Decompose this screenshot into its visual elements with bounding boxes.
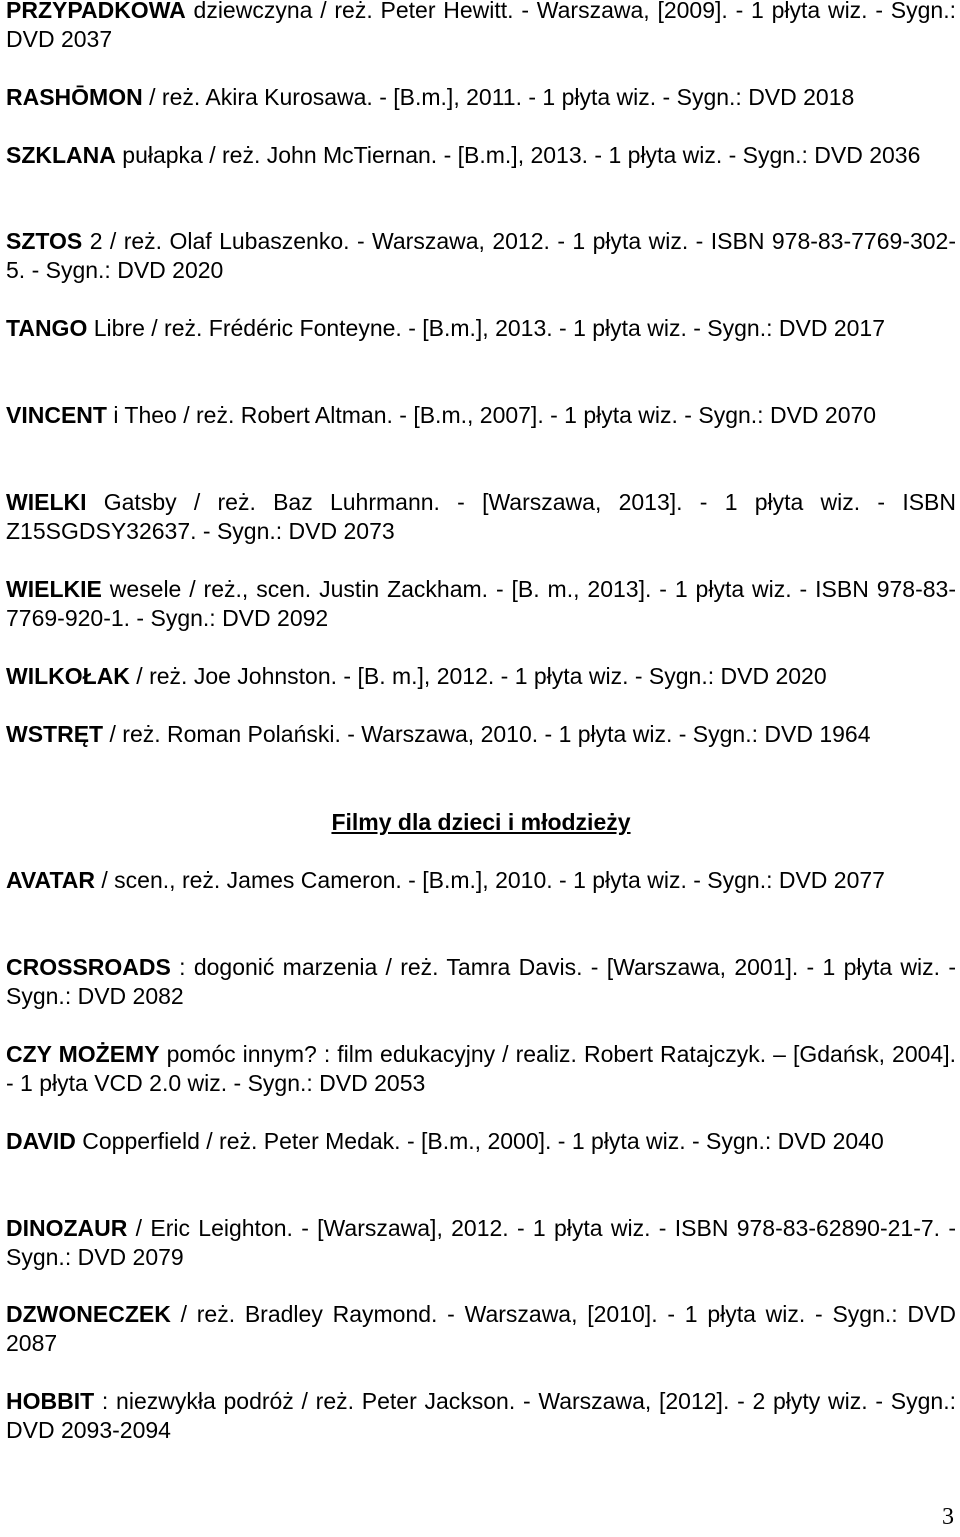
entry-details: wesele / reż., scen. Justin Zackham. - [B. m., 2013]. - 1 płyta wiz. - ISBN 978-83-7769-920-1. - Sygn.: DVD 2092: [6, 576, 956, 631]
page-number: 3: [942, 1504, 954, 1530]
catalog-entry: [6, 227, 956, 285]
entry-details: 2 / reż. Olaf Lubaszenko. - Warszawa, 2012. - 1 płyta wiz. - ISBN 978-83-7769-302-5. - Sygn.: DVD 2020: [6, 228, 956, 283]
entry-details: Libre / reż. Frédéric Fonteyne. - [B.m.], 2013. - 1 płyta wiz. - Sygn.: DVD 2017: [87, 315, 885, 341]
entry-title: AVATAR: [6, 867, 96, 893]
entry-title: PRZYPADKOWA: [6, 0, 186, 23]
catalog-entry: [6, 488, 956, 546]
entry-details: : niezwykła podróż / reż. Peter Jackson. - Warszawa, [2012]. - 2 płyty wiz. - Sygn.: DVD 2093-2094: [6, 1388, 956, 1443]
catalog-entry: [6, 1214, 956, 1272]
entry-title: WIELKIE: [6, 576, 102, 602]
entry-title: VINCENT: [6, 402, 107, 428]
entry-details: / reż. Akira Kurosawa. - [B.m.], 2011. - 1 płyta wiz. - Sygn.: DVD 2018: [142, 84, 855, 110]
entry-title: HOBBIT: [6, 1388, 95, 1414]
catalog-entry: [6, 866, 956, 895]
entry-details: i Theo / reż. Robert Altman. - [B.m., 2007]. - 1 płyta wiz. - Sygn.: DVD 2070: [106, 402, 877, 428]
catalog-entry: [6, 1127, 956, 1156]
entry-title: DINOZAUR: [6, 1215, 128, 1241]
entry-title: RASHŌMON: [6, 84, 143, 110]
catalog-entry: [6, 1040, 956, 1098]
entry-details: Gatsby / reż. Baz Luhrmann. - [Warszawa, 2013]. - 1 płyta wiz. - ISBN Z15SGDSY32637. - Sygn.: DVD 2073: [6, 489, 956, 544]
catalog-entry: [6, 401, 956, 430]
catalog-entry: [6, 1387, 956, 1445]
entry-title: WSTRĘT: [6, 721, 104, 747]
catalog-entry: [6, 953, 956, 1011]
catalog-entry: [6, 314, 956, 343]
catalog-entry: [6, 720, 956, 749]
catalog-entry: [6, 141, 956, 170]
entry-details: / reż. Joe Johnston. - [B. m.], 2012. - 1 płyta wiz. - Sygn.: DVD 2020: [129, 663, 827, 689]
entry-details: / Eric Leighton. - [Warszawa], 2012. - 1 płyta wiz. - ISBN 978-83-62890-21-7. - Sygn.: DVD 2079: [6, 1215, 956, 1270]
entry-details: pułapka / reż. John McTiernan. - [B.m.], 2013. - 1 płyta wiz. - Sygn.: DVD 2036: [115, 142, 921, 168]
catalog-entry: [6, 0, 956, 54]
entry-title: WIELKI: [6, 489, 87, 515]
entry-title: WILKOŁAK: [6, 663, 130, 689]
entry-title: DAVID: [6, 1128, 76, 1154]
entry-title: SZTOS: [6, 228, 83, 254]
entry-details: dziewczyna / reż. Peter Hewitt. - Warszawa, [2009]. - 1 płyta wiz. - Sygn.: DVD 2037: [6, 0, 956, 52]
entry-details: : dogonić marzenia / reż. Tamra Davis. - [Warszawa, 2001]. - 1 płyta wiz. - Sygn.: DVD 2082: [6, 954, 956, 1009]
catalog-entry: [6, 575, 956, 633]
section-heading: Filmy dla dzieci i młodzieży: [331, 809, 631, 835]
entry-details: pomóc innym? : film edukacyjny / realiz. Robert Ratajczyk. – [Gdańsk, 2004]. - 1 płyta VCD 2.0 wiz. - Sygn.: DVD 2053: [6, 1041, 956, 1096]
catalog-entry: [6, 83, 956, 112]
entry-details: / scen., reż. James Cameron. - [B.m.], 2010. - 1 płyta wiz. - Sygn.: DVD 2077: [95, 867, 885, 893]
entry-details: / reż. Roman Polański. - Warszawa, 2010. - 1 płyta wiz. - Sygn.: DVD 1964: [103, 721, 871, 747]
entry-title: CZY MOŻEMY: [6, 1041, 160, 1067]
entry-title: DZWONECZEK: [6, 1301, 171, 1327]
entry-title: TANGO: [6, 315, 88, 341]
entry-title: CROSSROADS: [6, 954, 171, 980]
catalog-entry: [6, 1300, 956, 1358]
entry-details: Copperfield / reż. Peter Medak. - [B.m., 2000]. - 1 płyta wiz. - Sygn.: DVD 2040: [75, 1128, 884, 1154]
entry-details: / reż. Bradley Raymond. - Warszawa, [2010]. - 1 płyta wiz. - Sygn.: DVD 2087: [6, 1301, 956, 1356]
entry-title: SZKLANA: [6, 142, 116, 168]
catalog-entry: [6, 662, 956, 691]
